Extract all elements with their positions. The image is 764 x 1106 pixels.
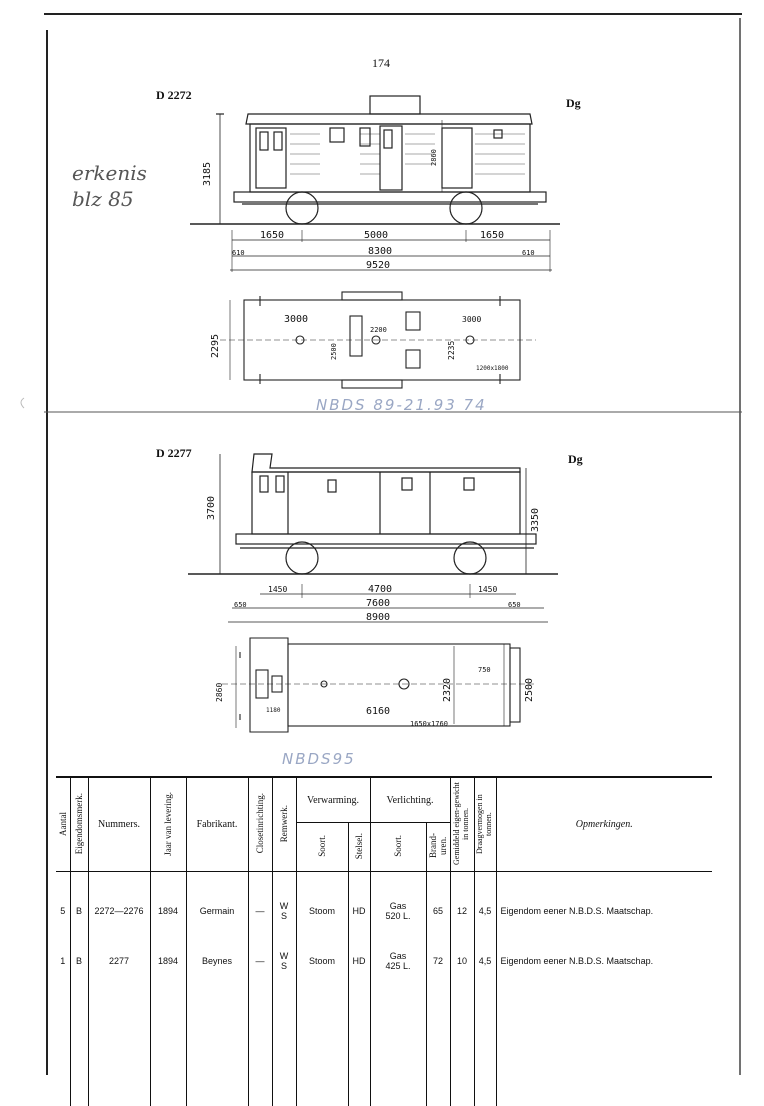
header-remwerk: Remwerk. (279, 804, 289, 843)
cell-eigendom: B (70, 936, 88, 986)
d1-plan-inner-a: 2500 (330, 343, 338, 360)
d2-plan-width: 2860 (215, 682, 224, 702)
d2-axle-right: 1450 (478, 585, 498, 594)
drawing-2-plan (200, 632, 540, 744)
d1-inner-height: 2860 (430, 149, 438, 166)
header-draagvermogen: Draagvermogen in tonnen. (475, 793, 493, 854)
d2-plan-door: 1650x1760 (410, 720, 448, 728)
cell-verl-soort (370, 872, 426, 937)
header-eigendomsmerk: Eigendomsmerk. (74, 792, 84, 855)
cell-rem-2: S (280, 961, 287, 971)
table-row (56, 936, 712, 986)
cell-verl-1: Gas (389, 901, 407, 911)
header-verlichting-soort: Soort. (393, 835, 403, 857)
d2-wheelbase: 4700 (368, 584, 393, 595)
d2-plan-corner: 1180 (266, 707, 281, 714)
cell-branduren: 65 (426, 872, 450, 937)
d2-end-right: 650 (508, 601, 521, 609)
header-jaar: Jaar van levering. (163, 791, 173, 856)
d2-inner-height: 3350 (530, 507, 541, 532)
d1-plan-section-c: 3000 (462, 315, 482, 324)
cell-aantal: 5 (60, 906, 66, 916)
cell-nummers: 2272—2276 (88, 872, 150, 937)
d1-overall: 9520 (366, 260, 391, 271)
d1-body: 8300 (368, 246, 393, 257)
d1-plan-section-a: 3000 (284, 314, 309, 325)
header-nummers: Nummers. (88, 777, 150, 872)
d2-overall: 8900 (366, 612, 391, 623)
d1-plan-section-b: 2200 (370, 326, 387, 334)
d2-height: 3700 (206, 495, 217, 520)
header-closet: Closetinrichting. (255, 793, 265, 854)
cell-fabrikant: Germain (186, 872, 248, 937)
cell-verw-soort: Stoom (296, 936, 348, 986)
cell-opmerking: Eigendom eener N.B.D.S. Maatschap. (496, 872, 712, 937)
d1-height: 3185 (202, 161, 213, 186)
cell-verw-stelsel: HD (348, 872, 370, 937)
cell-verw-soort: Stoom (296, 872, 348, 937)
cell-verw-stelsel: HD (348, 936, 370, 986)
page-number: 174 (372, 56, 390, 70)
cell-verl-1: Gas (389, 951, 407, 961)
cell-branduren: 72 (426, 936, 450, 986)
d2-axle-left: 1450 (268, 585, 288, 594)
cell-draag: 4,5 (474, 872, 496, 937)
d2-plan-length: 6160 (366, 706, 391, 717)
drawing-1-plan (200, 288, 540, 408)
cell-verl-2: 520 L. (385, 911, 411, 921)
cell-remwerk (272, 936, 296, 986)
cell-aantal: 1 (60, 956, 66, 966)
d1-end-left: 610 (232, 249, 245, 257)
cell-fabrikant: Beynes (186, 936, 248, 986)
drawing-2-code: D 2277 (156, 446, 192, 460)
d2-end-left: 650 (234, 601, 247, 609)
cell-jaar: 1894 (150, 872, 186, 937)
cell-closet: — (248, 936, 272, 986)
cell-eigendom: B (70, 872, 88, 937)
d2-body: 7600 (366, 598, 391, 609)
drawing-2-elevation (180, 448, 560, 630)
cell-jaar: 1894 (150, 936, 186, 986)
rolling-stock-table (56, 776, 712, 1106)
handwritten-note: erkenis blz 85 (72, 161, 147, 211)
drawing-1-stamp: NBDS 89-21.93 74 (316, 396, 487, 414)
d1-plan-width: 2295 (210, 333, 221, 358)
cell-closet: — (248, 872, 272, 937)
header-verlichting: Verlichting. (370, 777, 450, 823)
drawing-2-stamp: NBDS95 (282, 750, 356, 768)
d1-end-right: 610 (522, 249, 535, 257)
table-row (56, 872, 712, 937)
cell-draag: 4,5 (474, 936, 496, 986)
cell-gewicht: 10 (450, 936, 474, 986)
d2-plan-small: 750 (478, 666, 491, 674)
d1-axle-right: 1650 (480, 230, 505, 241)
d2-plan-outer: 2500 (524, 677, 535, 702)
header-verwarming: Verwarming. (296, 777, 370, 823)
cell-rem-1: W (279, 951, 289, 961)
cell-nummers: 2277 (88, 936, 150, 986)
header-gewicht: Gemiddeld eigen-gewicht in tonnen. (452, 782, 470, 865)
cell-rem-1: W (279, 901, 289, 911)
drawing-2-class: Dg (568, 452, 583, 466)
header-aantal: Aantal (57, 811, 68, 836)
d1-wheelbase: 5000 (364, 230, 389, 241)
header-verwarming-soort: Soort. (317, 835, 327, 857)
d1-plan-inner-b: 2235 (447, 340, 456, 360)
cell-remwerk (272, 872, 296, 937)
header-branduren: Brand-uren. (428, 833, 448, 859)
cell-rem-2: S (280, 911, 287, 921)
cell-verl-2: 425 L. (385, 961, 411, 971)
drawing-1-class: Dg (566, 96, 581, 110)
header-verwarming-stelsel: Stelsel. (354, 832, 364, 860)
d2-plan-inner: 2320 (442, 677, 453, 702)
d1-plan-door: 1200x1800 (476, 365, 509, 372)
header-fabrikant: Fabrikant. (186, 777, 248, 872)
header-opmerkingen: Opmerkingen. (496, 777, 712, 872)
cell-opmerking: Eigendom eener N.B.D.S. Maatschap. (496, 936, 712, 986)
cell-verl-soort (370, 936, 426, 986)
drawing-1-code: D 2272 (156, 88, 192, 102)
cell-gewicht: 12 (450, 872, 474, 937)
d1-axle-left: 1650 (260, 230, 285, 241)
